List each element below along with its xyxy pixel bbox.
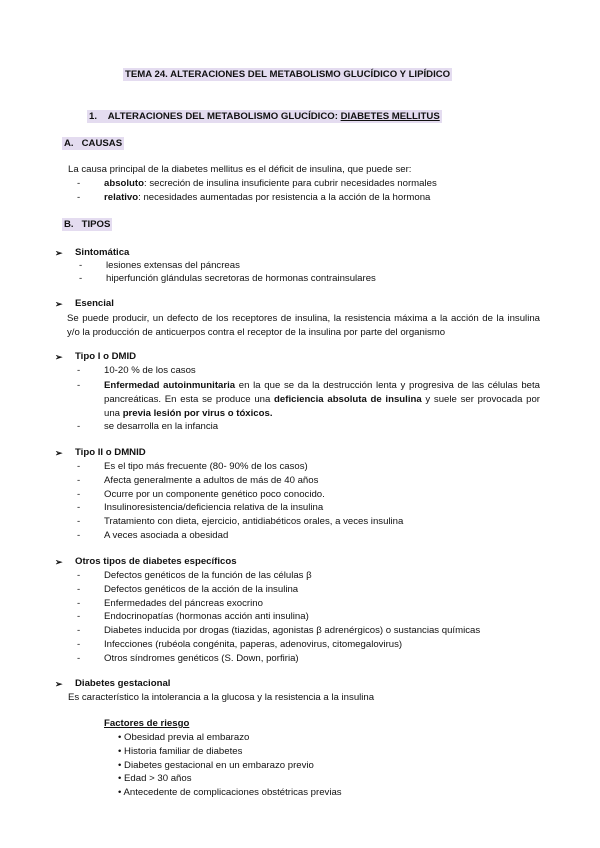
dash-icon: -: [77, 365, 81, 376]
item-text: Afecta generalmente a adultos de más de 40 años: [104, 474, 319, 486]
item-text: Defectos genéticos de la acción de la insulina: [104, 583, 299, 595]
item-text: Ocurre por un componente genético poco conocido.: [104, 488, 325, 500]
subheading-tipo1: [55, 351, 137, 363]
dash-icon: -: [79, 260, 83, 271]
dash-icon: -: [77, 488, 81, 500]
section-heading: [87, 111, 442, 123]
causas-item: [77, 192, 431, 204]
list-item: [77, 379, 540, 421]
section-text: ALTERACIONES DEL METABOLISMO GLUCÍDICO:: [107, 111, 341, 122]
list-item: [77, 461, 308, 473]
item-bold: Enfermedad autoinmunitaria: [104, 380, 236, 391]
factores-title: Factores de riesgo: [104, 718, 190, 729]
list-item: [77, 502, 324, 514]
list-item: [77, 639, 403, 651]
list-item: [118, 746, 242, 758]
dash-icon: -: [77, 639, 81, 650]
subheading-text: Tipo II o DMNID: [75, 447, 146, 458]
item-text: • Antecedente de complicaciones obstétricas previas: [118, 787, 342, 799]
tipos-heading: [62, 219, 112, 231]
causas-intro: La causa principal de la diabetes mellitus es el déficit de insulina, que puede ser:: [68, 164, 412, 175]
list-item: [77, 583, 299, 596]
list-item: [77, 625, 481, 637]
item-text: en la que se da la destrucción lenta y progresiva de las células beta pancreáticas. En esta se produce una: [104, 380, 540, 405]
subheading-esencial: [55, 298, 114, 310]
arrow-bullet-icon: ➢: [55, 557, 63, 567]
item-text: • Diabetes gestacional en un embarazo previo: [118, 759, 314, 771]
dash-icon: -: [77, 192, 81, 203]
item-text: Endocrinopatías (hormonas acción anti insulina): [104, 611, 309, 623]
arrow-bullet-icon: ➢: [55, 448, 63, 458]
arrow-bullet-icon: ➢: [55, 352, 63, 362]
dash-icon: -: [77, 461, 81, 472]
list-item: [118, 787, 342, 799]
list-item: [77, 611, 309, 623]
section-underlined: DIABETES MELLITUS: [340, 111, 440, 122]
dash-icon: -: [77, 611, 81, 623]
list-item: [79, 273, 376, 285]
gestacional-text: Es característico la intolerancia a la glucosa y la resistencia a la insulina: [68, 692, 375, 703]
list-item: [77, 597, 263, 610]
causas-heading-text: A. CAUSAS: [64, 138, 123, 149]
item-text: Insulinoresistencia/deficiencia relativa de la insulina: [104, 502, 324, 514]
list-item: [118, 760, 314, 772]
item-text: : necesidades aumentadas por resistencia a la acción de la hormona: [138, 192, 431, 203]
item-bold: absoluto: [104, 178, 144, 189]
item-text: : secreción de insulina insuficiente para cubrir necesidades normales: [143, 178, 437, 189]
subheading-text: Diabetes gestacional: [75, 678, 171, 689]
list-item: [77, 488, 325, 501]
item-bold: relativo: [104, 192, 139, 203]
list-item: [118, 773, 192, 785]
causas-heading: [62, 138, 124, 150]
item-text: 10-20 % de los casos: [104, 365, 196, 376]
subheading-otros: [55, 556, 237, 568]
dash-icon: -: [77, 652, 81, 664]
subheading-gestacional: [55, 678, 171, 690]
item-text: A veces asociada a obesidad: [104, 530, 229, 541]
dash-icon: -: [77, 474, 81, 486]
item-bold: previa lesión por virus o tóxicos.: [122, 408, 273, 419]
causas-item: [77, 178, 437, 190]
list-item: [118, 732, 249, 744]
section-number: 1.: [89, 111, 98, 122]
dash-icon: -: [77, 570, 81, 581]
item-text: • Edad > 30 años: [118, 773, 192, 785]
esencial-paragraph: Se puede producir, un defecto de los receptores de insulina, la resistencia máxima a la acción de la insulina y/o la producción de anticuerpos contra el receptor de la insulina por parte del organismo: [67, 313, 540, 338]
dash-icon: -: [77, 625, 81, 637]
subheading-text: Sintomática: [75, 247, 130, 258]
list-item: [77, 365, 196, 377]
list-item: [77, 421, 219, 433]
item-text: Otros síndromes genéticos (S. Down, porfiria): [104, 652, 299, 664]
dash-icon: -: [79, 273, 83, 284]
subheading-text: Tipo I o DMID: [75, 351, 137, 362]
item-text: Diabetes inducida por drogas (tiazidas, agonistas β adrenérgicos) o sustancias químicas: [104, 625, 481, 637]
item-text: • Historia familiar de diabetes: [118, 745, 243, 757]
item-text: Enfermedades del páncreas exocrino: [104, 597, 263, 609]
subheading-tipo2: [55, 447, 146, 459]
arrow-bullet-icon: ➢: [55, 248, 63, 258]
title-text: TEMA 24. ALTERACIONES DEL METABOLISMO GLUCÍDICO Y LIPÍDICO: [125, 69, 451, 80]
dash-icon: -: [77, 530, 81, 541]
subheading-text: Otros tipos de diabetes específicos: [75, 556, 237, 567]
item-text: Infecciones (rubéola congénita, paperas, adenovirus, citomegalovirus): [104, 639, 403, 650]
dash-icon: -: [77, 502, 81, 514]
dash-icon: -: [77, 178, 81, 189]
list-item: [77, 516, 404, 528]
item-bold: deficiencia absoluta de insulina: [274, 394, 422, 405]
dash-icon: -: [77, 421, 81, 432]
document-title: [123, 69, 452, 81]
item-text: Tratamiento con dieta, ejercicio, antidiabéticos orales, a veces insulina: [104, 516, 404, 528]
arrow-bullet-icon: ➢: [55, 679, 63, 689]
list-item: [77, 652, 299, 665]
list-item: [77, 530, 229, 542]
item-text: Defectos genéticos de la función de las células β: [104, 570, 312, 581]
item-text: y suele ser provocada por una: [104, 394, 540, 419]
dash-icon: -: [77, 380, 81, 391]
dash-icon: -: [77, 597, 81, 609]
item-text: • Obesidad previa al embarazo: [118, 732, 250, 743]
list-item: [77, 474, 319, 487]
item-text: hiperfunción glándulas secretoras de hormonas contrainsulares: [106, 273, 376, 284]
dash-icon: -: [77, 583, 81, 595]
arrow-bullet-icon: ➢: [55, 299, 63, 309]
list-item: [77, 570, 312, 582]
subheading-text: Esencial: [75, 298, 114, 309]
list-item: [79, 260, 240, 272]
item-text: Es el tipo más frecuente (80- 90% de los casos): [104, 461, 308, 472]
item-text: lesiones extensas del páncreas: [106, 260, 240, 271]
subheading-sintomatica: [55, 247, 130, 259]
tipos-heading-text: B. TIPOS: [64, 219, 111, 230]
dash-icon: -: [77, 516, 81, 528]
item-text: se desarrolla en la infancia: [104, 421, 219, 432]
